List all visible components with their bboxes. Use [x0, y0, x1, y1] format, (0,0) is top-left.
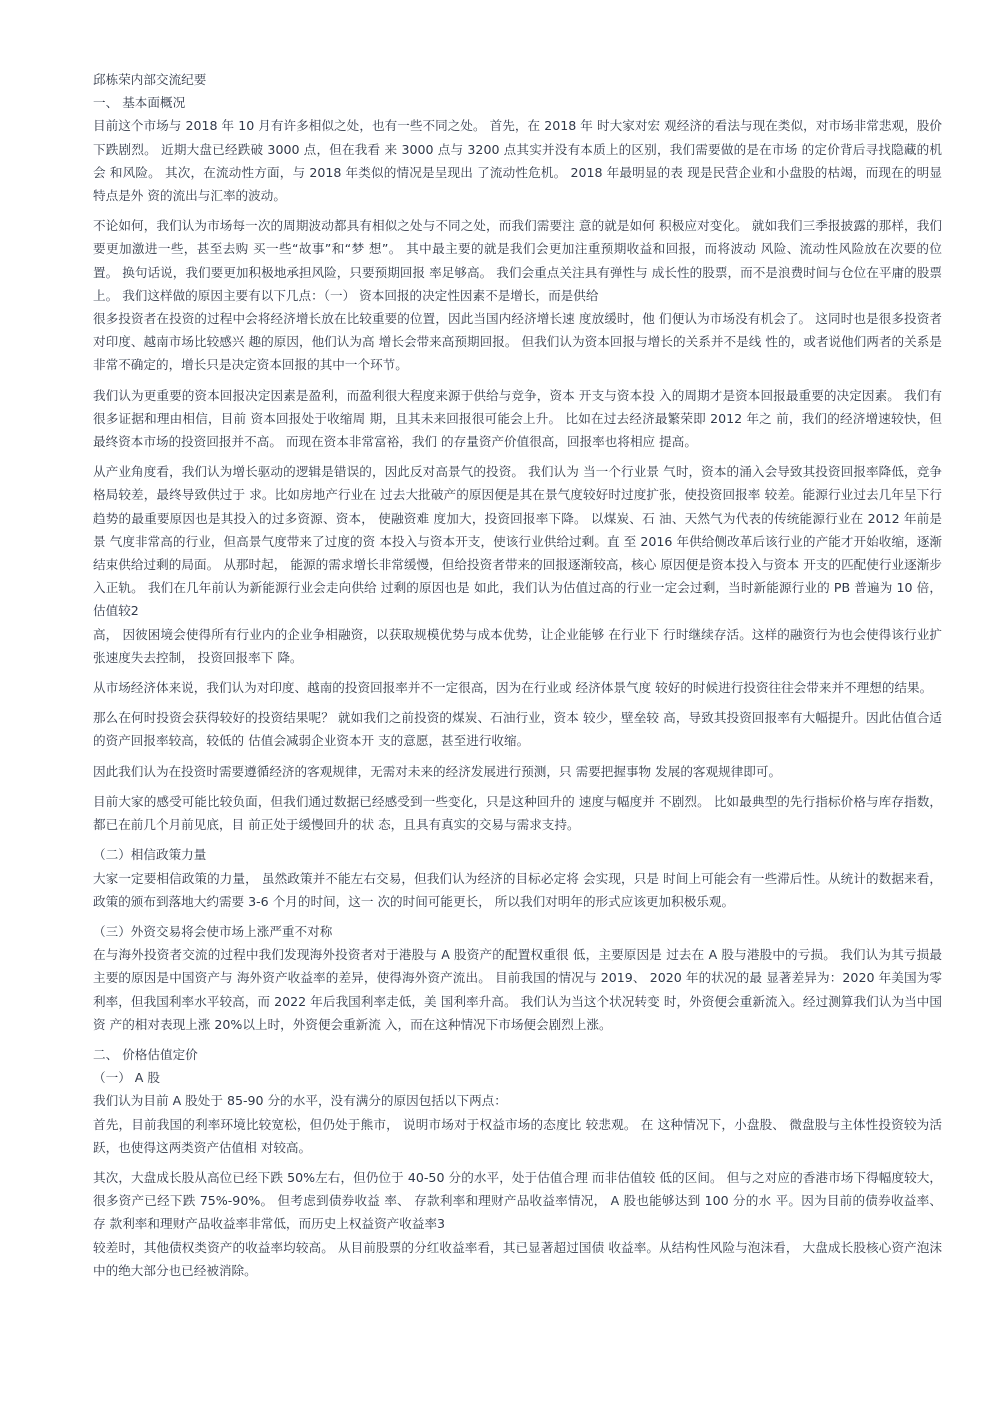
paragraph: 其次，大盘成长股从高位已经下跌 50%左右，但仍位于 40-50 分的水平，处于估值合理 而非估值较 低的区间。 但与之对应的香港市场下得幅度较大，很多资产已经下跌 75%-90%。 但考虑到债券收益 率、 存款利率和理财产品收益率情况， A 股也能够达到 100 分的水 平。因为目前的债券收益率、 存 款利率和理财产品收益率非常低，而历史上权益资产收益率3 — [93, 1169, 942, 1232]
subsection-heading-a-shares: （一） A 股 — [93, 1070, 160, 1086]
paragraph: 我们认为更重要的资本回报决定因素是盈利，而盈利很大程度来源于供给与竞争，资本 开支与资本投 入的周期才是资本回报最重要的决定因素。 我们有很多证据和理由相信，目前 资本回报处于收缩周 期，且其未来回报很可能会上升。 比如在过去经济最繁荣即 2012 年之 前，我们的经济增速较快，但 最终资本市场的投资回报并不高。 而现在资本非常富裕，我们 的存量资产价值很高，回报率也将相应 提高。 — [93, 387, 942, 450]
section-heading-valuation: 二、 价格估值定价 — [93, 1046, 198, 1062]
document-title: 邱栋荣内部交流纪要 — [93, 72, 207, 87]
paragraph: 不论如何，我们认为市场每一次的周期波动都具有相似之处与不同之处，而我们需要注 意的就是如何 积极应对变化。 就如我们三季报披露的那样，我们要更加激进一些，甚至去购 买一些“故事”和“梦 想”。 其中最主要的就是我们会更加注重预期收益和回报，而将波动 风险、流动性风险放在次要的位 置。 换句话说，我们要更加积极地承担风险，只要预期回报 率足够高。 我们会重点关注具有弹性与 成长性的股票，而不是浪费时间与仓位在平庸的股票 上。 我们这样做的原因主要有以下几点：（一） 资本回报的决定性因素不是增长，而是供给 — [93, 218, 942, 303]
section-heading-fundamentals: 一、 基本面概况 — [93, 95, 186, 111]
paragraph: 大家一定要相信政策的力量， 虽然政策并不能左右交易，但我们认为经济的目标必定将 会实现，只是 时间上可能会有一些滞后性。从统计的数据来看，政策的颁布到落地大约需要 3-6 个月的时间，这一 次的时间可能更长， 所以我们对明年的形式应该更加积极乐观。 — [93, 870, 942, 909]
subsection-heading-foreign-capital: （三）外资交易将会使市场上涨严重不对称 — [93, 923, 333, 939]
paragraph: 目前这个市场与 2018 年 10 月有许多相似之处，也有一些不同之处。 首先，在 2018 年 时大家对宏 观经济的看法与现在类似，对市场非常悲观，股价下跌剧烈。 近期大盘已经跌破 3000 点，但在我看 来 3000 点与 3200 点其实并没有本质上的区别，我们需要做的是在市场 的定价背后寻找隐藏的机会 和风险。 其次，在流动性方面，与 2018 年类似的情况是呈现出 了流动性危机。 2018 年最明显的表 现是民营企业和小盘股的枯竭，而现在的明显特点是外 资的流出与汇率的波动。 — [93, 118, 942, 204]
paragraph: 那么在何时投资会获得较好的投资结果呢？ 就如我们之前投资的煤炭、石油行业，资本 较少，壁垒较 高，导致其投资回报率有大幅提升。因此估值合适的资产回报率较高，较低的 估值会减弱企业资本开 支的意愿，甚至进行收缩。 — [93, 710, 942, 749]
subsection-heading-policy: （二）相信政策力量 — [93, 847, 207, 863]
paragraph: 从市场经济体来说，我们认为对印度、越南的投资回报率并不一定很高，因为在行业或 经济体景气度 较好的时候进行投资往往会带来并不理想的结果。 — [93, 680, 933, 696]
paragraph: 首先，目前我国的利率环境比较宽松，但仍处于熊市， 说明市场对于权益市场的态度比 较悲观。 在 这种情况下，小盘股、 微盘股与主体性投资较为活跃，也使得这两类资产估值相 对较高。 — [93, 1116, 942, 1155]
paragraph: 从产业角度看，我们认为增长驱动的逻辑是错误的，因此反对高景气的投资。 我们认为 当一个行业景 气时，资本的涌入会导致其投资回报率降低，竞争格局较差，最终导致供过于 求。比如房地产行业在 过去大批破产的原因便是其在景气度较好时过度扩张，使投资回报率 较差。能源行业过去几年呈下行 趋势的最重要原因也是其投入的过多资源、资本， 使融资难 度加大，投资回报率下降。 以煤炭、石 油、天然气为代表的传统能源行业在 2012 年前是景 气度非常高的行业，但高景气度带来了过度的资 本投入与资本开支，使该行业供给过剩。直 至 2016 年供给侧改革后该行业的产能才开始收缩，逐渐 结束供给过剩的局面。 从那时起， 能源的需求增长非常缓慢，但给投资者带来的回报逐渐较高，核心 原因便是资本投入与资本 开支的匹配使行业逐渐步入正轨。 我们在几年前认为新能源行业会走向供给 过剩的原因也是 如此，我们认为估值过高的行业一定会过剩，当时新能源行业的 PB 普遍为 10 倍，估值较2 — [93, 464, 942, 619]
paragraph: 在与海外投资者交流的过程中我们发现海外投资者对于港股与 A 股资产的配置权重很 低，主要原因是 过去在 A 股与港股中的亏损。 我们认为其亏损最主要的原因是中国资产与 海外资产收益率的差异，使得海外资产流出。 目前我国的情况与 2019、 2020 年的状况的最 显著差异为：2020 年美国为零 利率，但我国利率水平较高，而 2022 年后我国利率走低，美 国利率升高。 我们认为当这个状况转变 时，外资便会重新流入。经过测算我们认为当中国资 产的相对表现上涨 20%以上时，外资便会重新流 入，而在这种情况下市场便会剧烈上涨。 — [93, 947, 942, 1032]
paragraph: 我们认为目前 A 股处于 85-90 分的水平，没有满分的原因包括以下两点： — [93, 1093, 507, 1109]
paragraph: 很多投资者在投资的过程中会将经济增长放在比较重要的位置，因此当国内经济增长速 度放缓时，他 们便认为市场没有机会了。 这同时也是很多投资者对印度、越南市场比较感兴 趣的原因，他们认为高 增长会带来高预期回报。 但我们认为资本回报与增长的关系并不是线 性的，或者说他们两者的关系是 非常不确定的，增长只是决定资本回报的其中一个环节。 — [93, 311, 942, 373]
paragraph: 较差时，其他债权类资产的收益率均较高。 从目前股票的分红收益率看，其已显著超过国债 收益率。从结构性风险与泡沫看， 大盘成长股核心资产泡沫中的绝大部分也已经被消除。 — [93, 1239, 942, 1278]
paragraph: 因此我们认为在投资时需要遵循经济的客观规律，无需对未来的经济发展进行预测，只 需要把握事物 发展的客观规律即可。 — [93, 763, 782, 779]
paragraph: 高， 因彼困境会使得所有行业内的企业争相融资，以获取规模优势与成本优势，让企业能够 在行业下 行时继续存活。这样的融资行为也会使得该行业扩张速度失去控制， 投资回报率下 降。 — [93, 626, 942, 665]
paragraph: 目前大家的感受可能比较负面，但我们通过数据已经感受到一些变化，只是这种回升的 速度与幅度并 不剧烈。 比如最典型的先行指标价格与库存指数，都已在前几个月前见底，目 前正处于缓慢回升的状 态，且具有真实的交易与需求支持。 — [93, 793, 942, 833]
